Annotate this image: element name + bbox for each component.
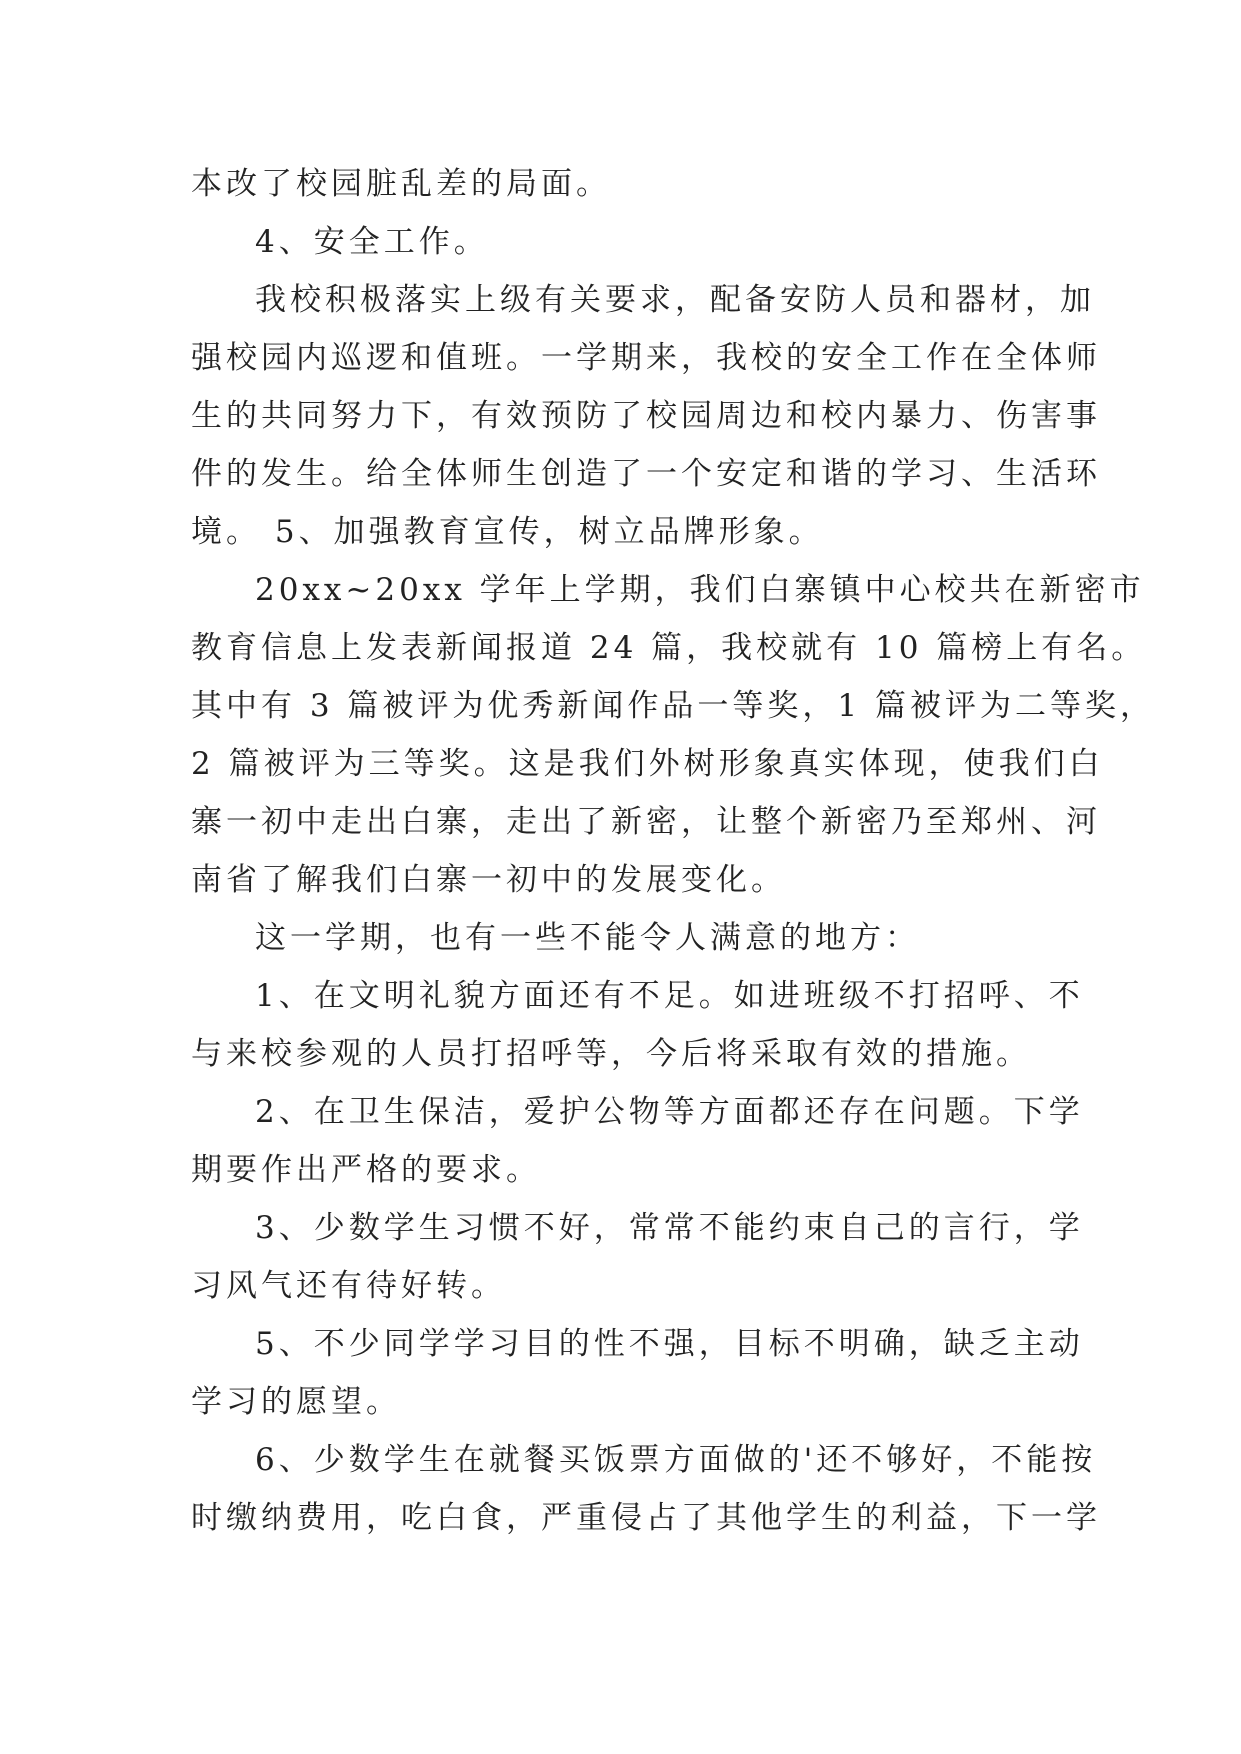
text-line: 期要作出严格的要求。 — [191, 1152, 541, 1188]
text-line: 与来校参观的人员打招呼等，今后将采取有效的措施。 — [191, 1036, 1031, 1072]
text-line: 1、在文明礼貌方面还有不足。如进班级不打招呼、不 — [255, 978, 1084, 1014]
text-line: 20xx~20xx 学年上学期，我们白寨镇中心校共在新密市 — [255, 572, 1145, 608]
text-line: 3、少数学生习惯不好，常常不能约束自己的言行，学 — [255, 1210, 1084, 1246]
text-line: 其中有 3 篇被评为优秀新闻作品一等奖，1 篇被评为二等奖， — [191, 688, 1156, 724]
text-line: 南省了解我们白寨一初中的发展变化。 — [191, 862, 786, 898]
text-line: 学习的愿望。 — [191, 1384, 401, 1420]
text-line: 强校园内巡逻和值班。一学期来，我校的安全工作在全体师 — [191, 340, 1101, 376]
text-line: 6、少数学生在就餐买饭票方面做的'还不够好，不能按 — [255, 1442, 1097, 1478]
text-line: 时缴纳费用，吃白食，严重侵占了其他学生的利益，下一学 — [191, 1500, 1101, 1536]
text-line: 教育信息上发表新闻报道 24 篇，我校就有 10 篇榜上有名。 — [191, 630, 1147, 666]
text-line: 5、不少同学学习目的性不强，目标不明确，缺乏主动 — [255, 1326, 1084, 1362]
text-line: 境。 5、加强教育宣传，树立品牌形象。 — [191, 514, 824, 550]
text-line: 我校积极落实上级有关要求，配备安防人员和器材，加 — [255, 282, 1095, 318]
text-line: 这一学期，也有一些不能令人满意的地方： — [255, 920, 920, 956]
text-line: 习风气还有待好转。 — [191, 1268, 506, 1304]
text-line: 件的发生。给全体师生创造了一个安定和谐的学习、生活环 — [191, 456, 1101, 492]
text-line: 生的共同努力下，有效预防了校园周边和校内暴力、伤害事 — [191, 398, 1101, 434]
text-line: 本改了校园脏乱差的局面。 — [191, 166, 611, 202]
text-line: 4、安全工作。 — [255, 224, 489, 260]
document-body — [191, 155, 1156, 1547]
text-line: 2 篇被评为三等奖。这是我们外树形象真实体现，使我们白 — [191, 746, 1104, 782]
text-line: 寨一初中走出白寨，走出了新密，让整个新密乃至郑州、河 — [191, 804, 1101, 840]
text-line: 2、在卫生保洁，爱护公物等方面都还存在问题。下学 — [255, 1094, 1084, 1130]
